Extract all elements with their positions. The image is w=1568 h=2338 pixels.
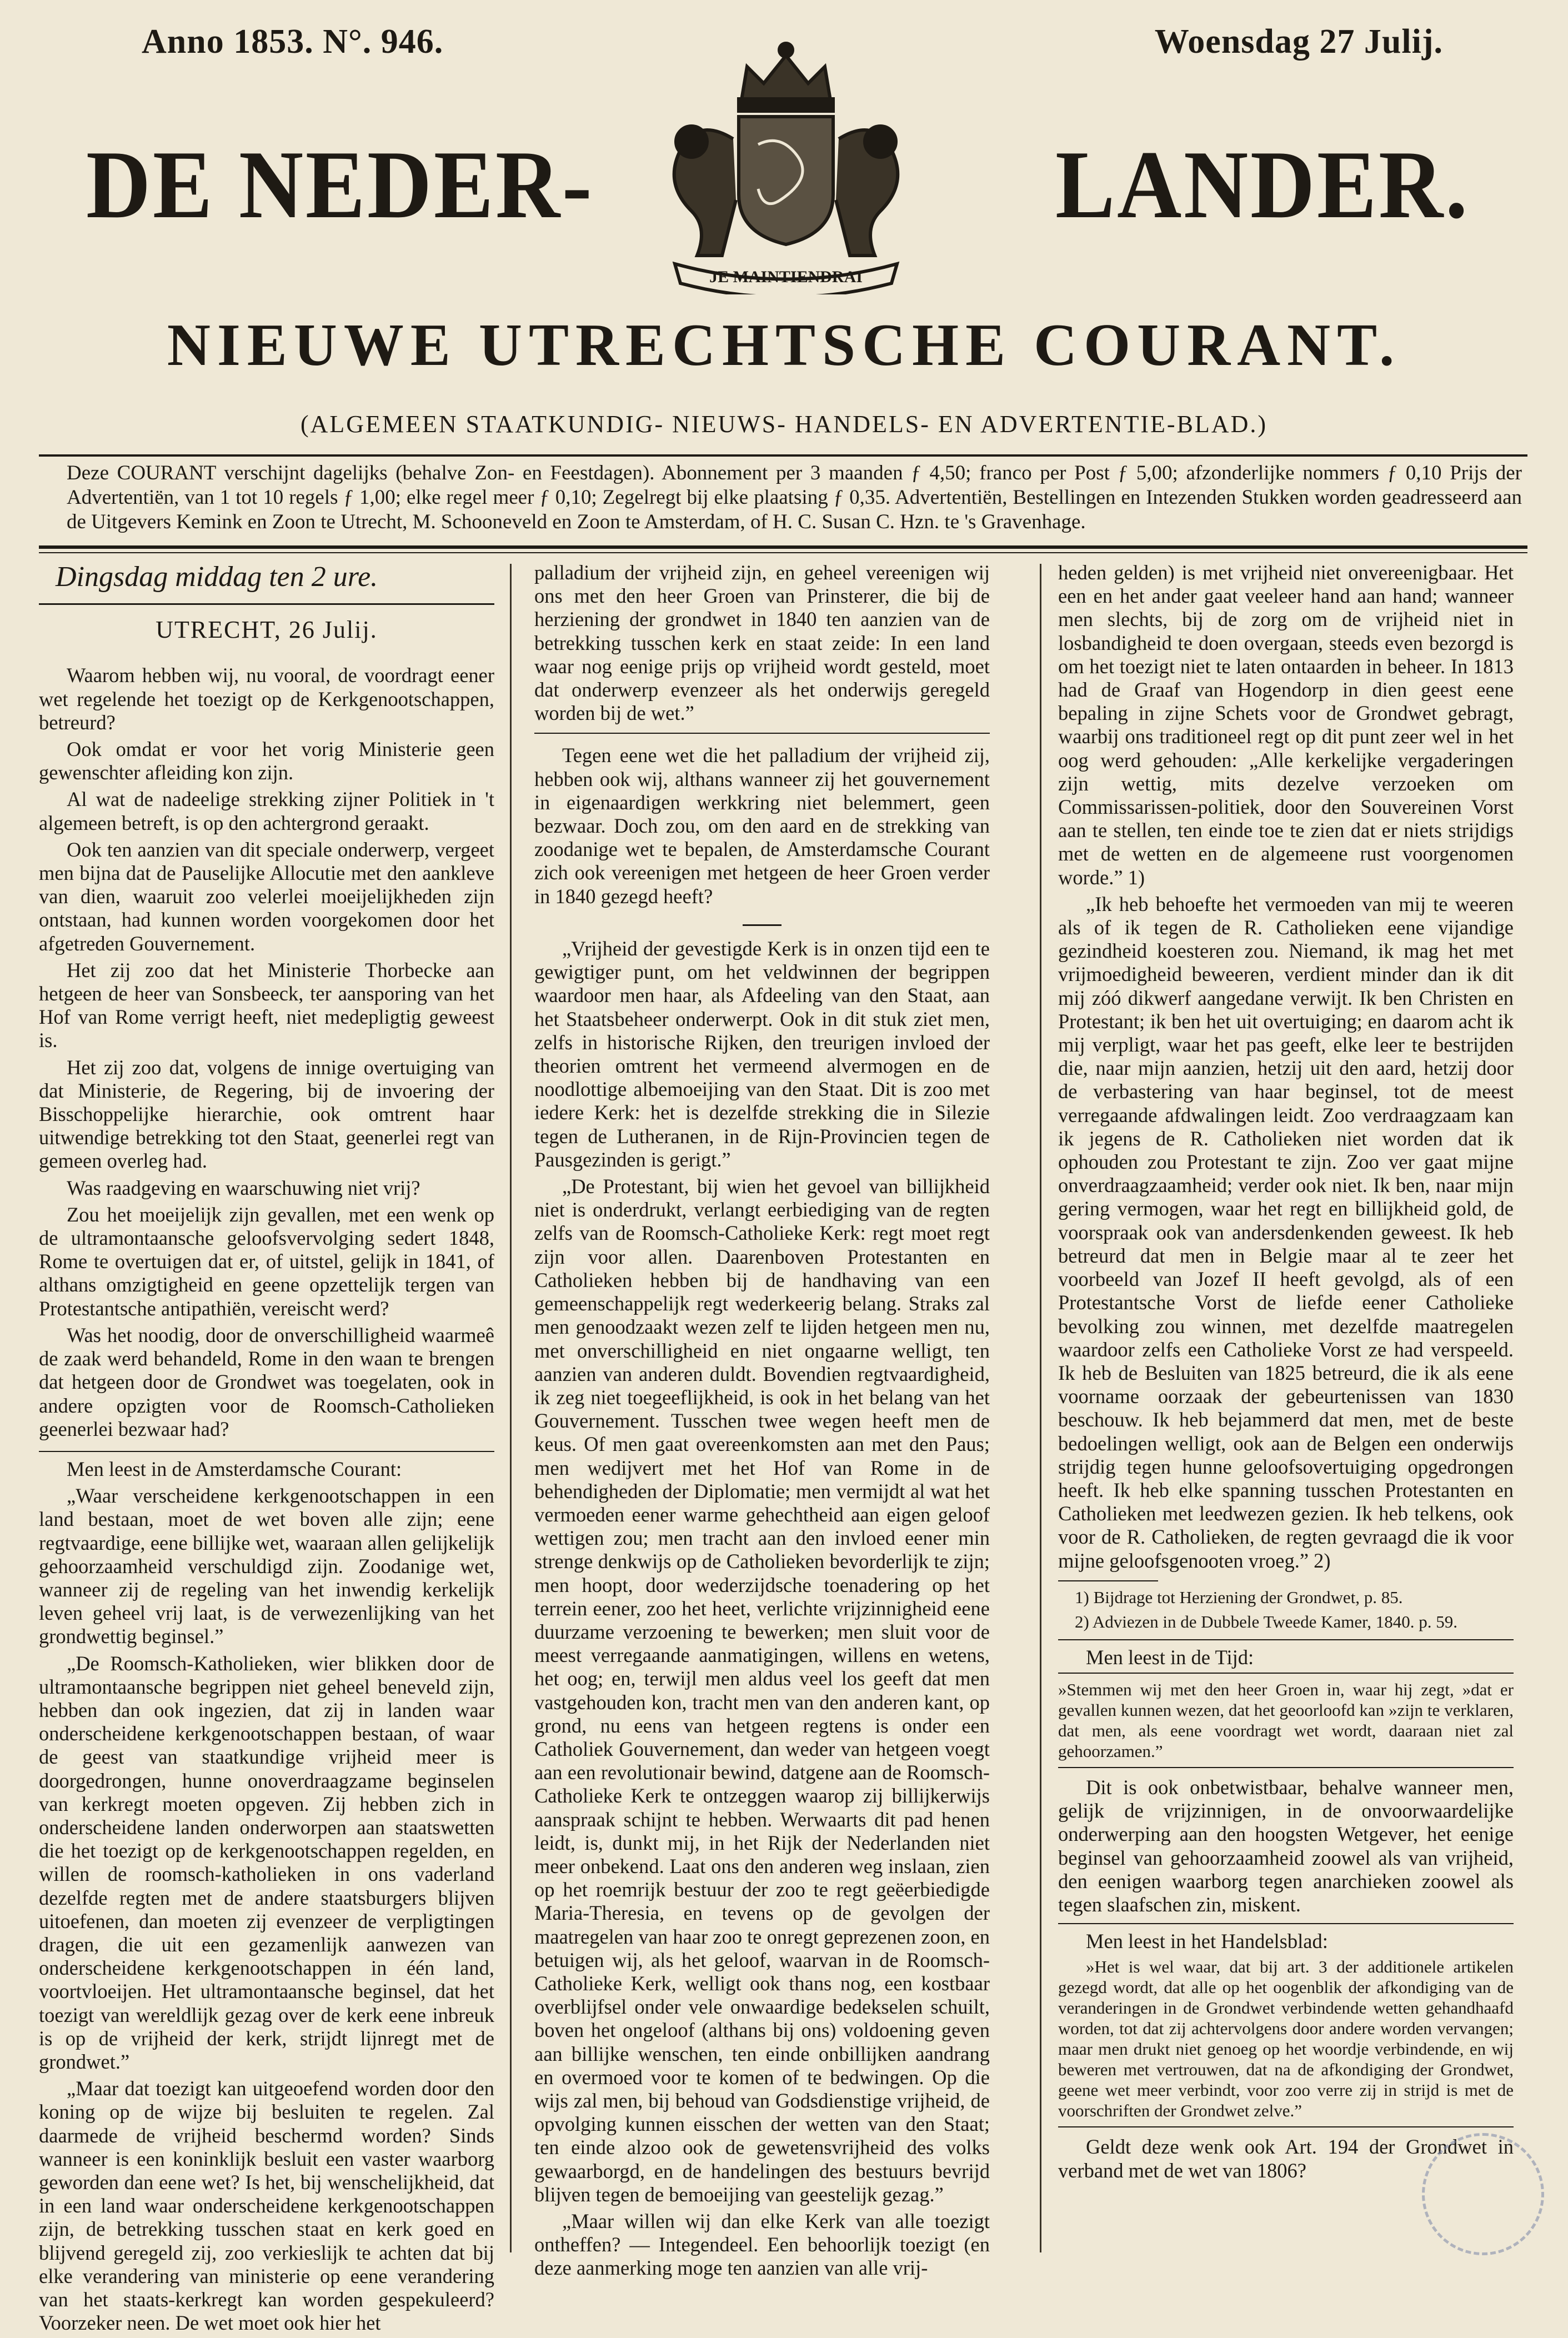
column-1 — [39, 561, 494, 2338]
column-3 — [1058, 561, 1514, 2186]
paragraph: Zou het moeijelijk zijn gevallen, met een wenk op de ultramontaansche geloofsvervolging sedert 1848, Rome te overtuigen dat er, of uitstel, gelijk in 1841, of althans omzigtigheid en geene opzettelijk tergen van Protestantsche antipathiën, vereischt werd? — [39, 1203, 494, 1320]
paragraph: Was het noodig, door de onverschilligheid waarmeê de zaak werd behandeld, Rome in den waan te brengen dat hetgeen door de Grondwet was toegelaten, ook in andere opzigten voor de Roomsch-Catholieken geenerlei bezwaar had? — [39, 1323, 494, 1440]
divider — [1058, 1767, 1514, 1768]
paragraph: „Ik heb behoefte het vermoeden van mij te weeren als of ik tegen de R. Catholieken eene vijandige gezindheid koesteren zou. Niemand, ik mag het met vrijmoedigheid beweeren, verdient minder dan ik dit mij zóó dikwerf aangedane verwijt. Ik ben Christen en Protestant; ik ben het uit overtuiging; en daarom acht ik mij verpligt, waar het pas geeft, elke leer te bestrijden die, naar mijn aanzien, hetzij uit den aard, hetzij door de verbastering van haar beginsel, tot de meest verregaande afdwalingen leidt. Zoo verdraagzaam kan ik jegens de R. Catholieken niet worden dat ik ophouden zou Protestant te zijn. Zoo ver gaat mijne onverdraagzaamheid; verder ook niet. Ik ben, naar mijn gering vermogen, waar het regt en billijkheid gold, de voorspraak ook van andersdenkenden geweest. Ik heb betreurd dat men in Belgie maar al te zeer het voorbeeld van Jozef II heeft gevolgd, als of een Protestantsche Vorst de liefde eener Catholieke bevolking zou winnen, met dezelfde maatregelen waardoor zelfs een Catholieke Vorst ze had verspeeld. Ik heb de Besluiten van 1825 betreurd, die ik als eene voorname oorzaak der gebeurtenissen van 1830 beschouw. Ik heb bejammerd dat men, met de beste bedoelingen welligt, ook aan de Belgen een onderwijs strijdig tegen hunne geloofsovertuiging opgedrongen heeft. Ik heb elke spanning tusschen Protestanten en Catholieken met leedwezen gezien. Ik heb telkens, ook voor de R. Catholieken, de regten gevraagd die ik voor mijne geloofsgenooten vroeg.” 2) — [1058, 892, 1514, 1572]
paragraph: „De Protestant, bij wien het gevoel van billijkheid niet is onderdrukt, verlangt eerbiediging van de regten zelfs van de Roomsch-Catholieke Kerk: regt moet regt zijn voor allen. Daarenboven Protestanten en Catholieken hebben bij de handhaving van een gemeenschappelijk regt wederkeerig belang. Straks zal men genoodzaakt wezen zelf te lijden hetgeen men nu, met onverschilligheid en niet ongaarne welligt, ten aanzien van anderen duldt. Bovendien regtvaardigheid, ik zeg niet toegeeflijkheid, is ook in het belang van het Gouvernement. Tusschen twee wegen heeft men de keus. Of men gaat overeenkomsten aan met den Paus; men wedijvert met het Hof van Rome in de behendigheden der Diplomatie; men vermijdt al wat het vermoeden eener warme gehechtheid aan eigen geloof wettigen zou; men tracht aan den invloed eener min strenge denkwijs op de Catholieken bevorderlijk te zijn; men hoopt, door wederzijdsche toenadering op het terrein eener, zoo het heet, verlichte vrijzinnigheid eene duurzame verzoening te bewerken; men sluit voor de meest verregaande aanmatigingen, willens en wetens, het oog; en, terwijl men aldus veel los geeft dat men vastgehouden kon, tracht men van den anderen kant, op grond, nu eens van hetgeen regtens is onder een Catholiek Gouvernement, dan weder van hetgeen voegt aan een revolutionair bewind, datgene aan de Roomsch-Catholieke Kerk te ontzeggen waarop zij billijkerwijs aanspraak schijnt te hebben. Werwaarts dit pad henen leidt, is, dunkt mij, in het Rijk der Nederlanden niet meer onbekend. Laat ons den anderen weg inslaan, zien op het roemrijk bestuur der zoo te regt geëerbiedigde Maria-Theresia, en tevens op de gevolgen der maatregelen van haar zoo te onregt geprezenen zoon, en betuigen wij, als het geloof, waarvan in de Roomsch-Catholieke Kerk, welligt ook thans nog, een kostbaar overblijfsel onder vele onwaardige bedekselen schuilt, boven het ongeloof (althans bij ons) voldoening geven aan billijke wenschen, ten einde onbillijken aandrang en overmoed voor te komen of te bedwingen. Op die wijs zal men, bij behoud van Godsdienstige vrijheid, de opvolging kunnen eisschen der wetten van den Staat; ten einde alzoo ook de gewetensvrijheid des volks gewaarborgd, en de handelingen des bestuurs bevrijd blijven tegen de bemoeijing van geestelijk gezag.” — [534, 1175, 990, 2206]
quote: »Het is wel waar, dat bij art. 3 der additionele artikelen gezegd wordt, dat alle op het oogenblik der afkondiging van de veranderingen in de Grondwet verbindende wetten gehandhaafd worden, tot dat zij achtervolgens door andere worden vervangen; maar men drukt niet genoeg op het woordje verbindende, en wij beweren met vertrouwen, dat na de afkondiging der Grondwet, geene wet meer verbindt, voor zoo verre zij in strijd is met de voorschriften der Grondwet zelve.” — [1058, 1957, 1514, 2121]
footnote-rule — [1058, 1580, 1158, 1581]
dateline: Dingsdag middag ten 2 ure. — [56, 561, 378, 593]
subscription-notice: Deze COURANT verschijnt dagelijks (behalve Zon- en Feestdagen). Abonnement per 3 maanden ƒ 4,50; franco per Post ƒ 5,00; afzonderlijke nommers ƒ 0,10 Prijs der Advertentiën, van 1 tot 10 regels ƒ 1,00; elke regel meer ƒ 0,10; Zegelregt bij elke plaatsing ƒ 0,35. Advertentiën, Bestellingen en Intezenden Stukken worden geadresseerd aan de Uitgevers Kemink en Zoon te Utrecht, M. Schooneveld en Zoon te Amsterdam, of H. C. Susan C. Hzn. te 's Gravenhage. — [67, 462, 1522, 533]
divider — [1058, 2126, 1514, 2127]
quote: »Stemmen wij met den heer Groen in, waar hij zegt, »dat er gevallen kunnen wezen, dat het geoorloofd kan »zijn te verklaren, dat men, als eene voordragt wet wordt, daaraan niet zal gehoorzamen.” — [1058, 1679, 1514, 1761]
title-right: LANDER. — [1055, 131, 1470, 238]
paragraph: Waarom hebben wij, nu vooral, de voordragt eener wet regelende het toezigt op de Kerkgenootschappen, betreurd? — [39, 664, 494, 734]
footnote: 2) Adviezen in de Dubbele Tweede Kamer, 1840. p. 59. — [1075, 1611, 1458, 1631]
column-divider — [510, 564, 512, 2252]
paragraph: Het zij zoo dat, volgens de innige overtuiging van dat Ministerie, de Regering, bij de invoering der Bisschoppelijke hierarchie, ook omtrent haar uitwendige betrekking tot den Staat, geenerlei regt van gemeen overleg had. — [39, 1055, 494, 1173]
year-issue: Anno 1853. N°. 946. — [142, 23, 444, 61]
paragraph: „Waar verscheidene kerkgenootschappen in een land bestaan, moet de wet boven alle zijn; eene regtvaardige, eene billijke wet, waaraan allen gelijkelijk gehoorzaamheid verschuldigd zijn. Zoodanige wet, wanneer zij de regeling van het inwendig kerkelijk leven geheel vrij laat, is de verwezenlijking van het grondwettig beginsel.” — [39, 1484, 494, 1648]
paragraph: Men leest in het Handelsblad: — [1086, 1930, 1328, 1953]
title-left: DE NEDER- — [86, 131, 594, 238]
divider — [1058, 1673, 1514, 1674]
divider — [39, 1451, 494, 1452]
paragraph: palladium der vrijheid zijn, en geheel vereenigen wij ons met den heer Groen van Prinsterer, die bij de herziening der grondwet in 1840 ten aanzien van de betrekking tusschen kerk en staat zeide: In een land waar nog eenige prijs op vrijheid wordt gesteld, moet dat onderwerp evenzeer als het onderwijs geregeld worden bij de wet.” — [534, 561, 990, 725]
library-stamp — [1422, 2133, 1544, 2255]
paragraph: Ook ten aanzien van dit speciale onderwerp, vergeet men bijna dat de Pauselijke Allocutie met den aankleve van dien, waaruit zoo velerlei moeijelijkheden zijn ontstaan, had kunnen worden voorgekomen door het afgetreden Gouvernement. — [39, 838, 494, 955]
paragraph: Men leest in de Amsterdamsche Courant: — [67, 1457, 402, 1480]
paragraph: Geldt deze wenk ook Art. 194 der Grondwet in verband met de wet van 1806? — [1058, 2135, 1514, 2182]
paragraph: „De Roomsch-Katholieken, wier blikken door de ultramontaansche begrippen niet geheel beneveld zijn, hebben dan ook ingezien, dat zij in landen waar onderscheidene kerkgenootschappen bestaan, of waar de geest van staatkundige vrijheid meer is doorgedrongen, hunne onoverdraagzame beginselen van kerkregt moeten opgeven. Zij hebben zich in onderscheidene landen onderworpen aan staatswetten die het toezigt op de kerkgenootschappen regelden, en willen de roomsch-katholieken in ons vaderland dezelfde regten met de andere staatsburgers blijven uitoefenen, dan moeten zij evenzeer de verpligtingen dragen, die uit een gezamenlijk aanwezen van onderscheidene kerkgenootschappen in één land, voortvloeijen. Het ultramontaansche beginsel, dat het toezigt van wereldlijk gezag over de kerk eene inbreuk is op de vrijheid der kerk, strijdt lijnregt met de grondwet.” — [39, 1651, 494, 2073]
coat-of-arms-icon — [614, 33, 958, 294]
footnote: 1) Bijdrage tot Herziening der Grondwet, p. 85. — [1075, 1587, 1403, 1607]
paragraph: Het zij zoo dat het Ministerie Thorbecke aan hetgeen de heer van Sonsbeeck, ter aansporing van het Hof van Rome verrigt heeft, niet medepligtig geweest is. — [39, 958, 494, 1052]
separator — [534, 912, 990, 935]
rule-top — [39, 454, 1527, 457]
paragraph: Ook omdat er voor het vorig Ministerie geen gewenschter afleiding kon zijn. — [39, 738, 494, 784]
rule-bottom-thick — [39, 545, 1527, 549]
paragraph: Dit is ook onbetwistbaar, behalve wanneer men, gelijk de vrijzinnigen, in de onvoorwaardelijke onderwerping aan den hoogsten Wetgever, het eenige beginsel van gehoorzaamheid zoowel als van vrijheid, den eenigen waarborg tegen anarchieken zoowel als tegen slaafschen zin, miskent. — [1058, 1775, 1514, 1916]
divider — [534, 733, 990, 734]
subsubtitle: (ALGEMEEN STAATKUNDIG- NIEUWS- HANDELS- EN ADVERTENTIE-BLAD.) — [300, 410, 1268, 438]
paragraph: Al wat de nadeelige strekking zijner Politiek in 't algemeen betreft, is op den achtergrond geraakt. — [39, 788, 494, 834]
motto: JE MAINTIENDRAI — [709, 268, 863, 286]
paragraph: „Maar willen wij dan elke Kerk van alle toezigt ontheffen? — Integendeel. Een behoorlijk toezigt (en deze aanmerking moge ten aanzien van alle vrij- — [534, 2210, 990, 2280]
paragraph: „Vrijheid der gevestigde Kerk is in onzen tijd een te gewigtiger punt, om het veldwinnen der begrippen waardoor men haar, als Afdeeling van den Staat, aan het Staatsbeheer onderwerpt. Ook in dit stuk ziet men, zelfs in historische Rijken, den treurigen invloed der theorien omtrent het vermeend alvermogen en de noodlottige albemoeijing van den Staat. Dit is zoo met iedere Kerk: het is dezelfde strekking die in Silezie tegen de Lutheranen, in de Rijn-Provincien tegen de Pausgezinden is gerigt.” — [534, 937, 990, 1171]
paragraph: „Maar dat toezigt kan uitgeoefend worden door den koning op de wijze bij besluiten te regelen. Zal daarmede de vrijheid beschermd worden? Sinds wanneer is een koninklijk besluit een vaster waarborg geworden dan eene wet? Is het, bij wenschelijkheid, dat in een land waar onderscheidene kerkgenootschappen zijn, de betrekking tusschen staat en kerk goed en blijvend geregeld zij, zoo verkieslijk te achten dat bij elke verandering van ministerie op eene verandering van het staats-kerkregt kan worden gespekuleerd? Voorzeker neen. De wet moet ook hier het — [39, 2077, 494, 2335]
paragraph: Men leest in de Tijd: — [1086, 1645, 1254, 1669]
subtitle: NIEUWE UTRECHTSCHE COURANT. — [167, 312, 1401, 378]
divider — [1058, 1923, 1514, 1924]
issue-date: Woensdag 27 Julij. — [1154, 23, 1443, 61]
paragraph: Tegen eene wet die het palladium der vrijheid zij, hebben ook wij, althans wanneer zij het gouvernement in eigenaardigen werkkring niet belemmert, geen bezwaar. Doch zou, om den aard en de strekking van zoodanige wet te bepalen, de Amsterdamsche Courant zich ook vereenigen met hetgeen de heer Groen verder in 1840 gezegd heeft? — [534, 744, 990, 908]
paragraph: heden gelden) is met vrijheid niet onvereenigbaar. Het een en het ander gaat veeleer hand aan hand; wanneer men slechts, bij de zorg om de vrijheid niet in losbandigheid te doen overgaan, steeds even bezorgd is om het toezigt niet te laten ontaarden in beheer. In 1813 had de Graaf van Hogendorp in dien geest eene bepaling in zijne Schets voor de Grondwet gebragt, waarbij ons traditioneel regt op dit punt zeer wel in het oog werd gehouden: „Alle kerkelijke vergaderingen zijn wettig, mits dezelve verzoeken om Commissarissen-politiek, door den Souvereinen Vorst aan te stellen, ten einde toe te zien dat er niets strijdigs met de wetten en de algemeene rust voorgenomen worde.” 1) — [1058, 561, 1514, 889]
city-dateline: UTRECHT, 26 Julij. — [156, 616, 378, 644]
divider — [1058, 1639, 1514, 1640]
rule-bottom-thin — [39, 552, 1527, 553]
column-2 — [534, 561, 990, 2284]
column-divider — [1040, 564, 1041, 2252]
divider — [39, 603, 494, 605]
paragraph: Was raadgeving en waarschuwing niet vrij? — [67, 1176, 420, 1199]
